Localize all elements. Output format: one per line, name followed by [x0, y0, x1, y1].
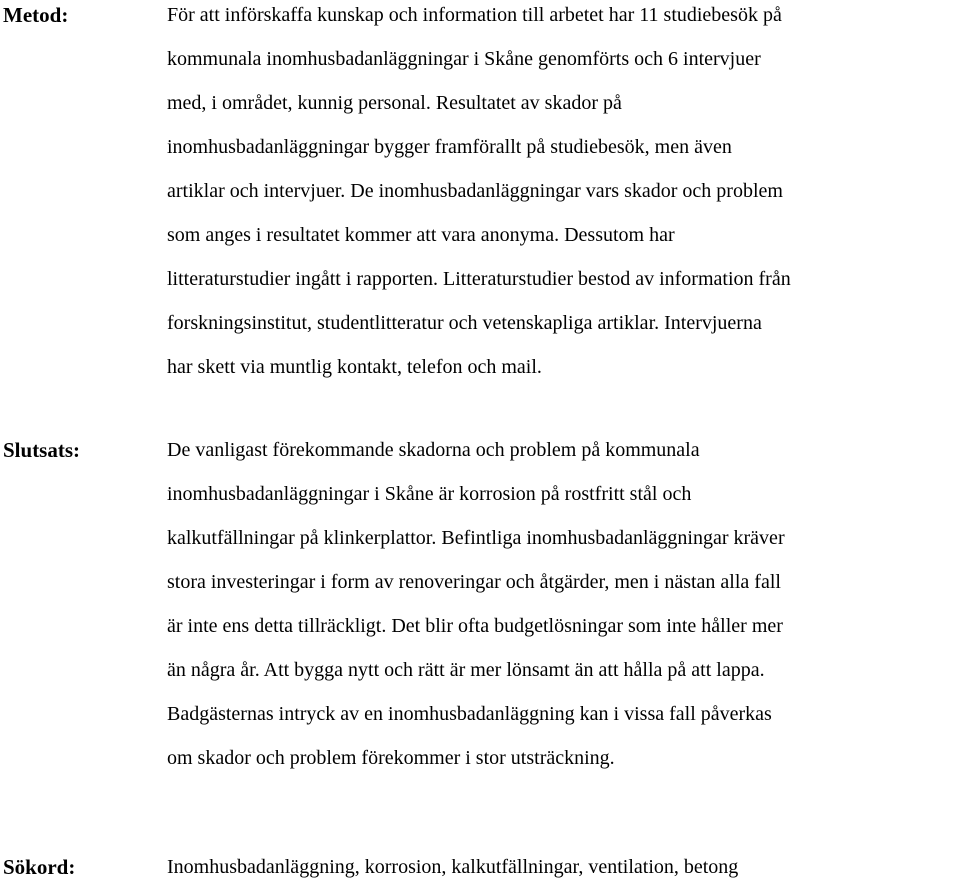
- conclusion-text: [167, 428, 785, 780]
- text-line: Inomhusbadanläggning, korrosion, kalkutfällningar, ventilation, betong: [167, 856, 739, 878]
- text-line: än några år. Att bygga nytt och rätt är mer lönsamt än att hålla på att lappa.: [167, 659, 765, 681]
- text-line: med, i området, kunnig personal. Resultatet av skador på: [167, 92, 622, 114]
- text-line: forskningsinstitut, studentlitteratur och vetenskapliga artiklar. Intervjuerna: [167, 312, 762, 334]
- text-line: litteraturstudier ingått i rapporten. Litteraturstudier bestod av information från: [167, 268, 791, 290]
- method-label: Metod:: [3, 3, 69, 27]
- method-text: [167, 0, 791, 389]
- text-line: kommunala inomhusbadanläggningar i Skåne genomförts och 6 intervjuer: [167, 48, 761, 70]
- text-line: är inte ens detta tillräckligt. Det blir ofta budgetlösningar som inte håller mer: [167, 615, 783, 637]
- text-line: stora investeringar i form av renoveringar och åtgärder, men i nästan alla fall: [167, 571, 781, 593]
- text-line: De vanligast förekommande skadorna och problem på kommunala: [167, 439, 700, 461]
- text-line: om skador och problem förekommer i stor utsträckning.: [167, 747, 615, 769]
- text-line: har skett via muntlig kontakt, telefon och mail.: [167, 356, 542, 378]
- text-line: För att införskaffa kunskap och information till arbetet har 11 studiebesök på: [167, 4, 782, 26]
- text-line: kalkutfällningar på klinkerplattor. Befintliga inomhusbadanläggningar kräver: [167, 527, 785, 549]
- text-line: inomhusbadanläggningar bygger framförallt på studiebesök, men även: [167, 136, 732, 158]
- text-line: inomhusbadanläggningar i Skåne är korrosion på rostfritt stål och: [167, 483, 692, 505]
- keywords-label: Sökord:: [3, 855, 76, 879]
- text-line: som anges i resultatet kommer att vara anonyma. Dessutom har: [167, 224, 675, 246]
- text-line: artiklar och intervjuer. De inomhusbadanläggningar vars skador och problem: [167, 180, 783, 202]
- keywords-text: [167, 845, 738, 889]
- conclusion-label: Slutsats:: [3, 438, 81, 462]
- text-line: Badgästernas intryck av en inomhusbadanläggning kan i vissa fall påverkas: [167, 703, 772, 725]
